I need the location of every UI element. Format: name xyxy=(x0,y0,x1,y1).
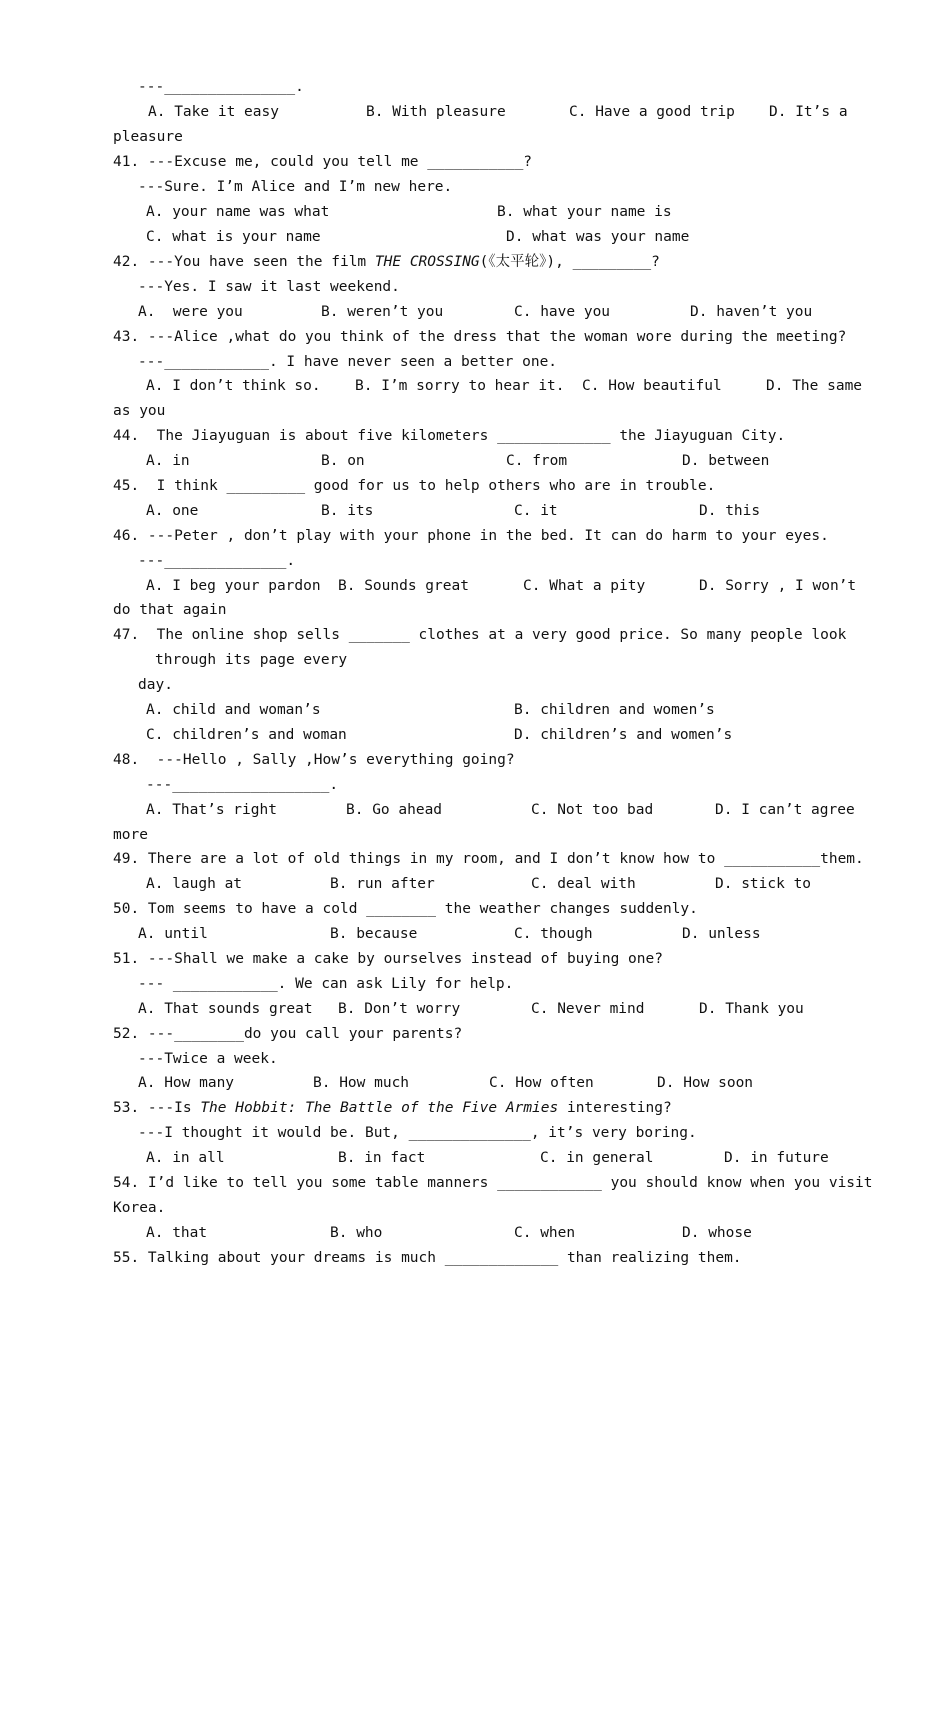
q44-option-c: C. from xyxy=(506,453,568,469)
q53-option-c: C. in general xyxy=(540,1150,654,1166)
q53-text-1: 53. ---Is xyxy=(113,1100,201,1116)
q53-option-d: D. in future xyxy=(724,1150,829,1166)
q42-text-1: 42. ---You have seen the film xyxy=(113,254,375,270)
q51-option-c: C. Never mind xyxy=(531,1001,645,1017)
q45-question: 45. I think _________ good for us to help others who are in trouble. xyxy=(113,478,716,494)
q52-option-d: D. How soon xyxy=(657,1075,754,1091)
q52-question: 52. ---________do you call your parents? xyxy=(113,1026,463,1042)
q52-reply: ---Twice a week. xyxy=(138,1051,278,1067)
q44-option-a: A. in xyxy=(146,453,190,469)
q44-question: 44. The Jiayuguan is about five kilometers _____________ the Jiayuguan City. xyxy=(113,428,786,444)
q45-option-c: C. it xyxy=(514,503,558,519)
answer-blank-line: ---_______________. xyxy=(138,79,304,95)
q41-option-c: C. what is your name xyxy=(146,229,321,245)
q50-question: 50. Tom seems to have a cold ________ the weather changes suddenly. xyxy=(113,901,698,917)
q43-option-b: B. I’m sorry to hear it. xyxy=(355,378,565,394)
q46-question: 46. ---Peter , don’t play with your phone in the bed. It can do harm to your eyes. xyxy=(113,528,829,544)
q52-option-a: A. How many xyxy=(138,1075,235,1091)
q53-film-title: The Hobbit: The Battle of the Five Armies xyxy=(200,1100,559,1116)
q53-option-a: A. in all xyxy=(146,1150,225,1166)
q48-option-d-cont: more xyxy=(113,827,148,843)
q47-question-cont: through its page every xyxy=(155,652,348,668)
q48-option-c: C. Not too bad xyxy=(531,802,654,818)
q48-reply: ---__________________. xyxy=(146,777,339,793)
q47-option-c: C. children’s and woman xyxy=(146,727,347,743)
q52-option-b: B. How much xyxy=(313,1075,410,1091)
q42-option-a: A. were you xyxy=(138,304,243,320)
q48-question: 48. ---Hello , Sally ,How’s everything going? xyxy=(113,752,515,768)
q50-option-a: A. until xyxy=(138,926,208,942)
q48-option-a: A. That’s right xyxy=(146,802,277,818)
q47-option-d: D. children’s and women’s xyxy=(514,727,733,743)
q48-option-d: D. I can’t agree xyxy=(715,802,855,818)
q41-reply: ---Sure. I’m Alice and I’m new here. xyxy=(138,179,453,195)
q46-option-d-cont: do that again xyxy=(113,602,227,618)
q42-question xyxy=(113,251,660,273)
q49-question: 49. There are a lot of old things in my room, and I don’t know how to ___________them. xyxy=(113,851,864,867)
q46-option-d: D. Sorry , I won’t xyxy=(699,578,857,594)
q41-option-a: A. your name was what xyxy=(146,204,330,220)
q43-option-d-cont: as you xyxy=(113,403,166,419)
q45-option-b: B. its xyxy=(321,503,374,519)
q54-question: 54. I’d like to tell you some table manners ____________ you should know when you visit xyxy=(113,1175,873,1191)
q49-option-d: D. stick to xyxy=(715,876,812,892)
q51-option-b: B. Don’t worry xyxy=(338,1001,461,1017)
q53-text-2: interesting? xyxy=(558,1100,672,1116)
q43-question: 43. ---Alice ,what do you think of the dress that the woman wore during the meeting? xyxy=(113,329,847,345)
q49-option-b: B. run after xyxy=(330,876,435,892)
q44-option-d: D. between xyxy=(682,453,770,469)
q41-question: 41. ---Excuse me, could you tell me ___________? xyxy=(113,154,533,170)
q42-text-2: (《太平轮》), _________? xyxy=(479,254,660,270)
q42-film-title: THE CROSSING xyxy=(374,254,480,270)
q50-option-d: D. unless xyxy=(682,926,761,942)
q40-option-a: A. Take it easy xyxy=(148,104,279,120)
q53-option-b: B. in fact xyxy=(338,1150,426,1166)
q42-option-d: D. haven’t you xyxy=(690,304,813,320)
q44-option-b: B. on xyxy=(321,453,365,469)
q50-option-c: C. though xyxy=(514,926,593,942)
q43-option-d: D. The same xyxy=(766,378,863,394)
q43-option-a: A. I don’t think so. xyxy=(146,378,321,394)
q46-option-a: A. I beg your pardon xyxy=(146,578,321,594)
q54-option-b: B. who xyxy=(330,1225,383,1241)
q46-option-c: C. What a pity xyxy=(523,578,646,594)
q40-option-b: B. With pleasure xyxy=(366,104,506,120)
q41-option-d: D. what was your name xyxy=(506,229,690,245)
q51-question: 51. ---Shall we make a cake by ourselves instead of buying one? xyxy=(113,951,663,967)
q45-option-a: A. one xyxy=(146,503,199,519)
q45-option-d: D. this xyxy=(699,503,761,519)
q54-option-c: C. when xyxy=(514,1225,576,1241)
q46-reply: ---______________. xyxy=(138,553,296,569)
q41-option-b: B. what your name is xyxy=(497,204,672,220)
q48-option-b: B. Go ahead xyxy=(346,802,443,818)
q51-option-d: D. Thank you xyxy=(699,1001,804,1017)
q54-question-cont: Korea. xyxy=(113,1200,166,1216)
q47-option-b: B. children and women’s xyxy=(514,702,715,718)
q50-option-b: B. because xyxy=(330,926,418,942)
q42-option-b: B. weren’t you xyxy=(321,304,444,320)
q42-reply: ---Yes. I saw it last weekend. xyxy=(138,279,400,295)
q54-option-d: D. whose xyxy=(682,1225,752,1241)
q54-option-a: A. that xyxy=(146,1225,208,1241)
q47-question: 47. The online shop sells _______ clothes at a very good price. So many people look xyxy=(113,627,847,643)
q51-option-a: A. That sounds great xyxy=(138,1001,313,1017)
q49-option-a: A. laugh at xyxy=(146,876,243,892)
q42-option-c: C. have you xyxy=(514,304,611,320)
q40-option-d: D. It’s a xyxy=(769,104,848,120)
q43-reply: ---____________. I have never seen a better one. xyxy=(138,354,558,370)
q47-option-a: A. child and woman’s xyxy=(146,702,321,718)
q46-option-b: B. Sounds great xyxy=(338,578,469,594)
q53-question xyxy=(113,1097,672,1119)
q55-question: 55. Talking about your dreams is much _____________ than realizing them. xyxy=(113,1250,742,1266)
q52-option-c: C. How often xyxy=(489,1075,594,1091)
q49-option-c: C. deal with xyxy=(531,876,636,892)
q51-reply: --- ____________. We can ask Lily for help. xyxy=(138,976,514,992)
q47-question-cont-2: day. xyxy=(138,677,173,693)
q40-option-c: C. Have a good trip xyxy=(569,104,735,120)
q40-option-d-cont: pleasure xyxy=(113,129,183,145)
q43-option-c: C. How beautiful xyxy=(582,378,722,394)
q53-reply: ---I thought it would be. But, ______________, it’s very boring. xyxy=(138,1125,697,1141)
